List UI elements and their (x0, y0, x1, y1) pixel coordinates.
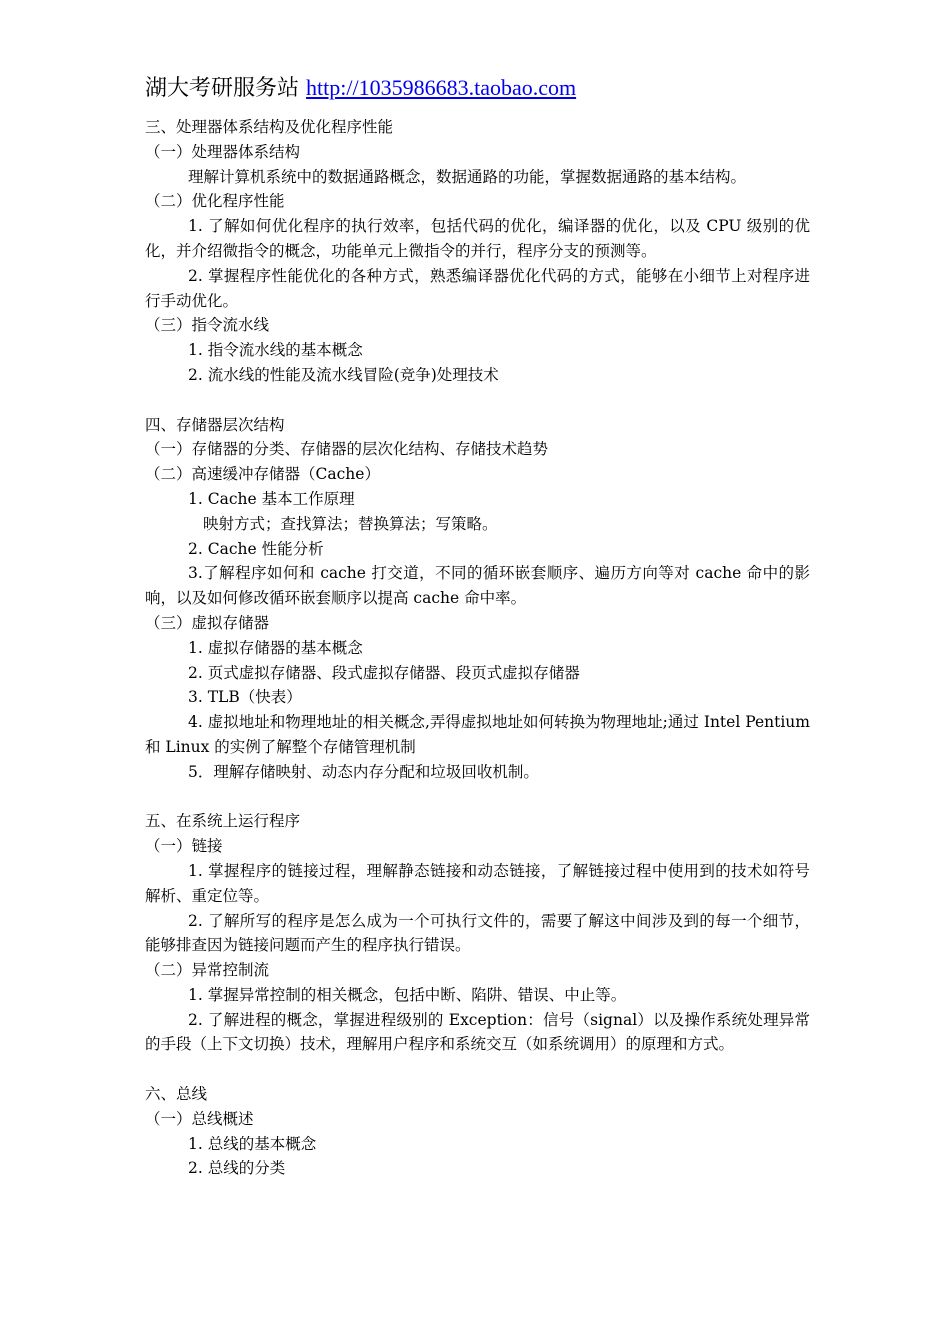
paragraph: 1. 了解如何优化程序的执行效率，包括代码的优化，编译器的优化，以及 CPU 级别的优化，并介绍微指令的概念，功能单元上微指令的并行，程序分支的预测等。 (145, 217, 810, 260)
list-item: 1. 虚拟存储器的基本概念 (188, 638, 363, 657)
list-item-detail: 映射方式；查找算法；替换算法；写策略。 (203, 514, 498, 533)
subsection-heading: （一）链接 (145, 837, 223, 856)
list-item: 2. 总线的分类 (188, 1159, 286, 1178)
section-heading: 五、在系统上运行程序 (145, 812, 301, 831)
paragraph: 1. 掌握程序的链接过程，理解静态链接和动态链接，了解链接过程中使用到的技术如符号解析、重定位等。 (145, 861, 810, 905)
blank-line (145, 1057, 810, 1082)
page-header (145, 72, 576, 105)
list-item: 1. 总线的基本概念 (188, 1134, 317, 1153)
list-item: 2. Cache 性能分析 (188, 539, 324, 558)
section-heading: 六、总线 (145, 1085, 208, 1104)
subsection-heading: （二）优化程序性能 (145, 192, 285, 211)
section-heading: 三、处理器体系结构及优化程序性能 (145, 118, 394, 136)
subsection-heading: （一）总线概述 (145, 1109, 254, 1128)
list-item: 1. 指令流水线的基本概念 (188, 341, 363, 360)
blank-line (145, 388, 810, 413)
paragraph: 3.了解程序如何和 cache 打交道，不同的循环嵌套顺序、遍历方向等对 cache 命中的影响，以及如何修改循环嵌套顺序以提高 cache 命中率。 (145, 564, 810, 608)
blank-line (145, 785, 810, 810)
list-item: 1. Cache 基本工作原理 (188, 489, 355, 508)
syllabus-content (145, 115, 810, 1181)
section-heading: 四、存储器层次结构 (145, 415, 285, 434)
list-item: 2. 页式虚拟存储器、段式虚拟存储器、段页式虚拟存储器 (188, 663, 580, 682)
subsection-heading: （一）存储器的分类、存储器的层次化结构、存储技术趋势 (145, 440, 549, 459)
site-name: 湖大考研服务站 (145, 76, 300, 101)
paragraph: 2. 掌握程序性能优化的各种方式，熟悉编译器优化代码的方式，能够在小细节上对程序进行手动优化。 (145, 266, 810, 310)
taobao-link[interactable]: http://1035986683.taobao.com (306, 75, 577, 100)
list-item: 5．理解存储映射、动态内存分配和垃圾回收机制。 (188, 762, 539, 781)
list-item: 1. 掌握异常控制的相关概念，包括中断、陷阱、错误、中止等。 (188, 985, 627, 1004)
subsection-heading: （一）处理器体系结构 (145, 142, 301, 161)
paragraph: 2. 了解所写的程序是怎么成为一个可执行文件的，需要了解这中间涉及到的每一个细节，能够排查因为链接问题而产生的程序执行错误。 (145, 911, 810, 955)
subsection-heading: （三）虚拟存储器 (145, 613, 270, 632)
subsection-heading: （二）异常控制流 (145, 961, 270, 980)
subsection-heading: （二）高速缓冲存储器（Cache） (145, 465, 380, 484)
paragraph: 2. 了解进程的概念，掌握进程级别的 Exception：信号（signal）以及操作系统处理异常的手段（上下文切换）技术，理解用户程序和系统交互（如系统调用）的原理和方式。 (145, 1010, 810, 1054)
list-item: 3. TLB（快表） (188, 688, 302, 707)
paragraph: 理解计算机系统中的数据通路概念，数据通路的功能，掌握数据通路的基本结构。 (188, 167, 747, 186)
subsection-heading: （三）指令流水线 (145, 316, 270, 335)
paragraph: 4. 虚拟地址和物理地址的相关概念,弄得虚拟地址如何转换为物理地址;通过 Intel Pentium 和 Linux 的实例了解整个存储管理机制 (145, 713, 810, 756)
list-item: 2. 流水线的性能及流水线冒险(竞争)处理技术 (188, 365, 499, 384)
